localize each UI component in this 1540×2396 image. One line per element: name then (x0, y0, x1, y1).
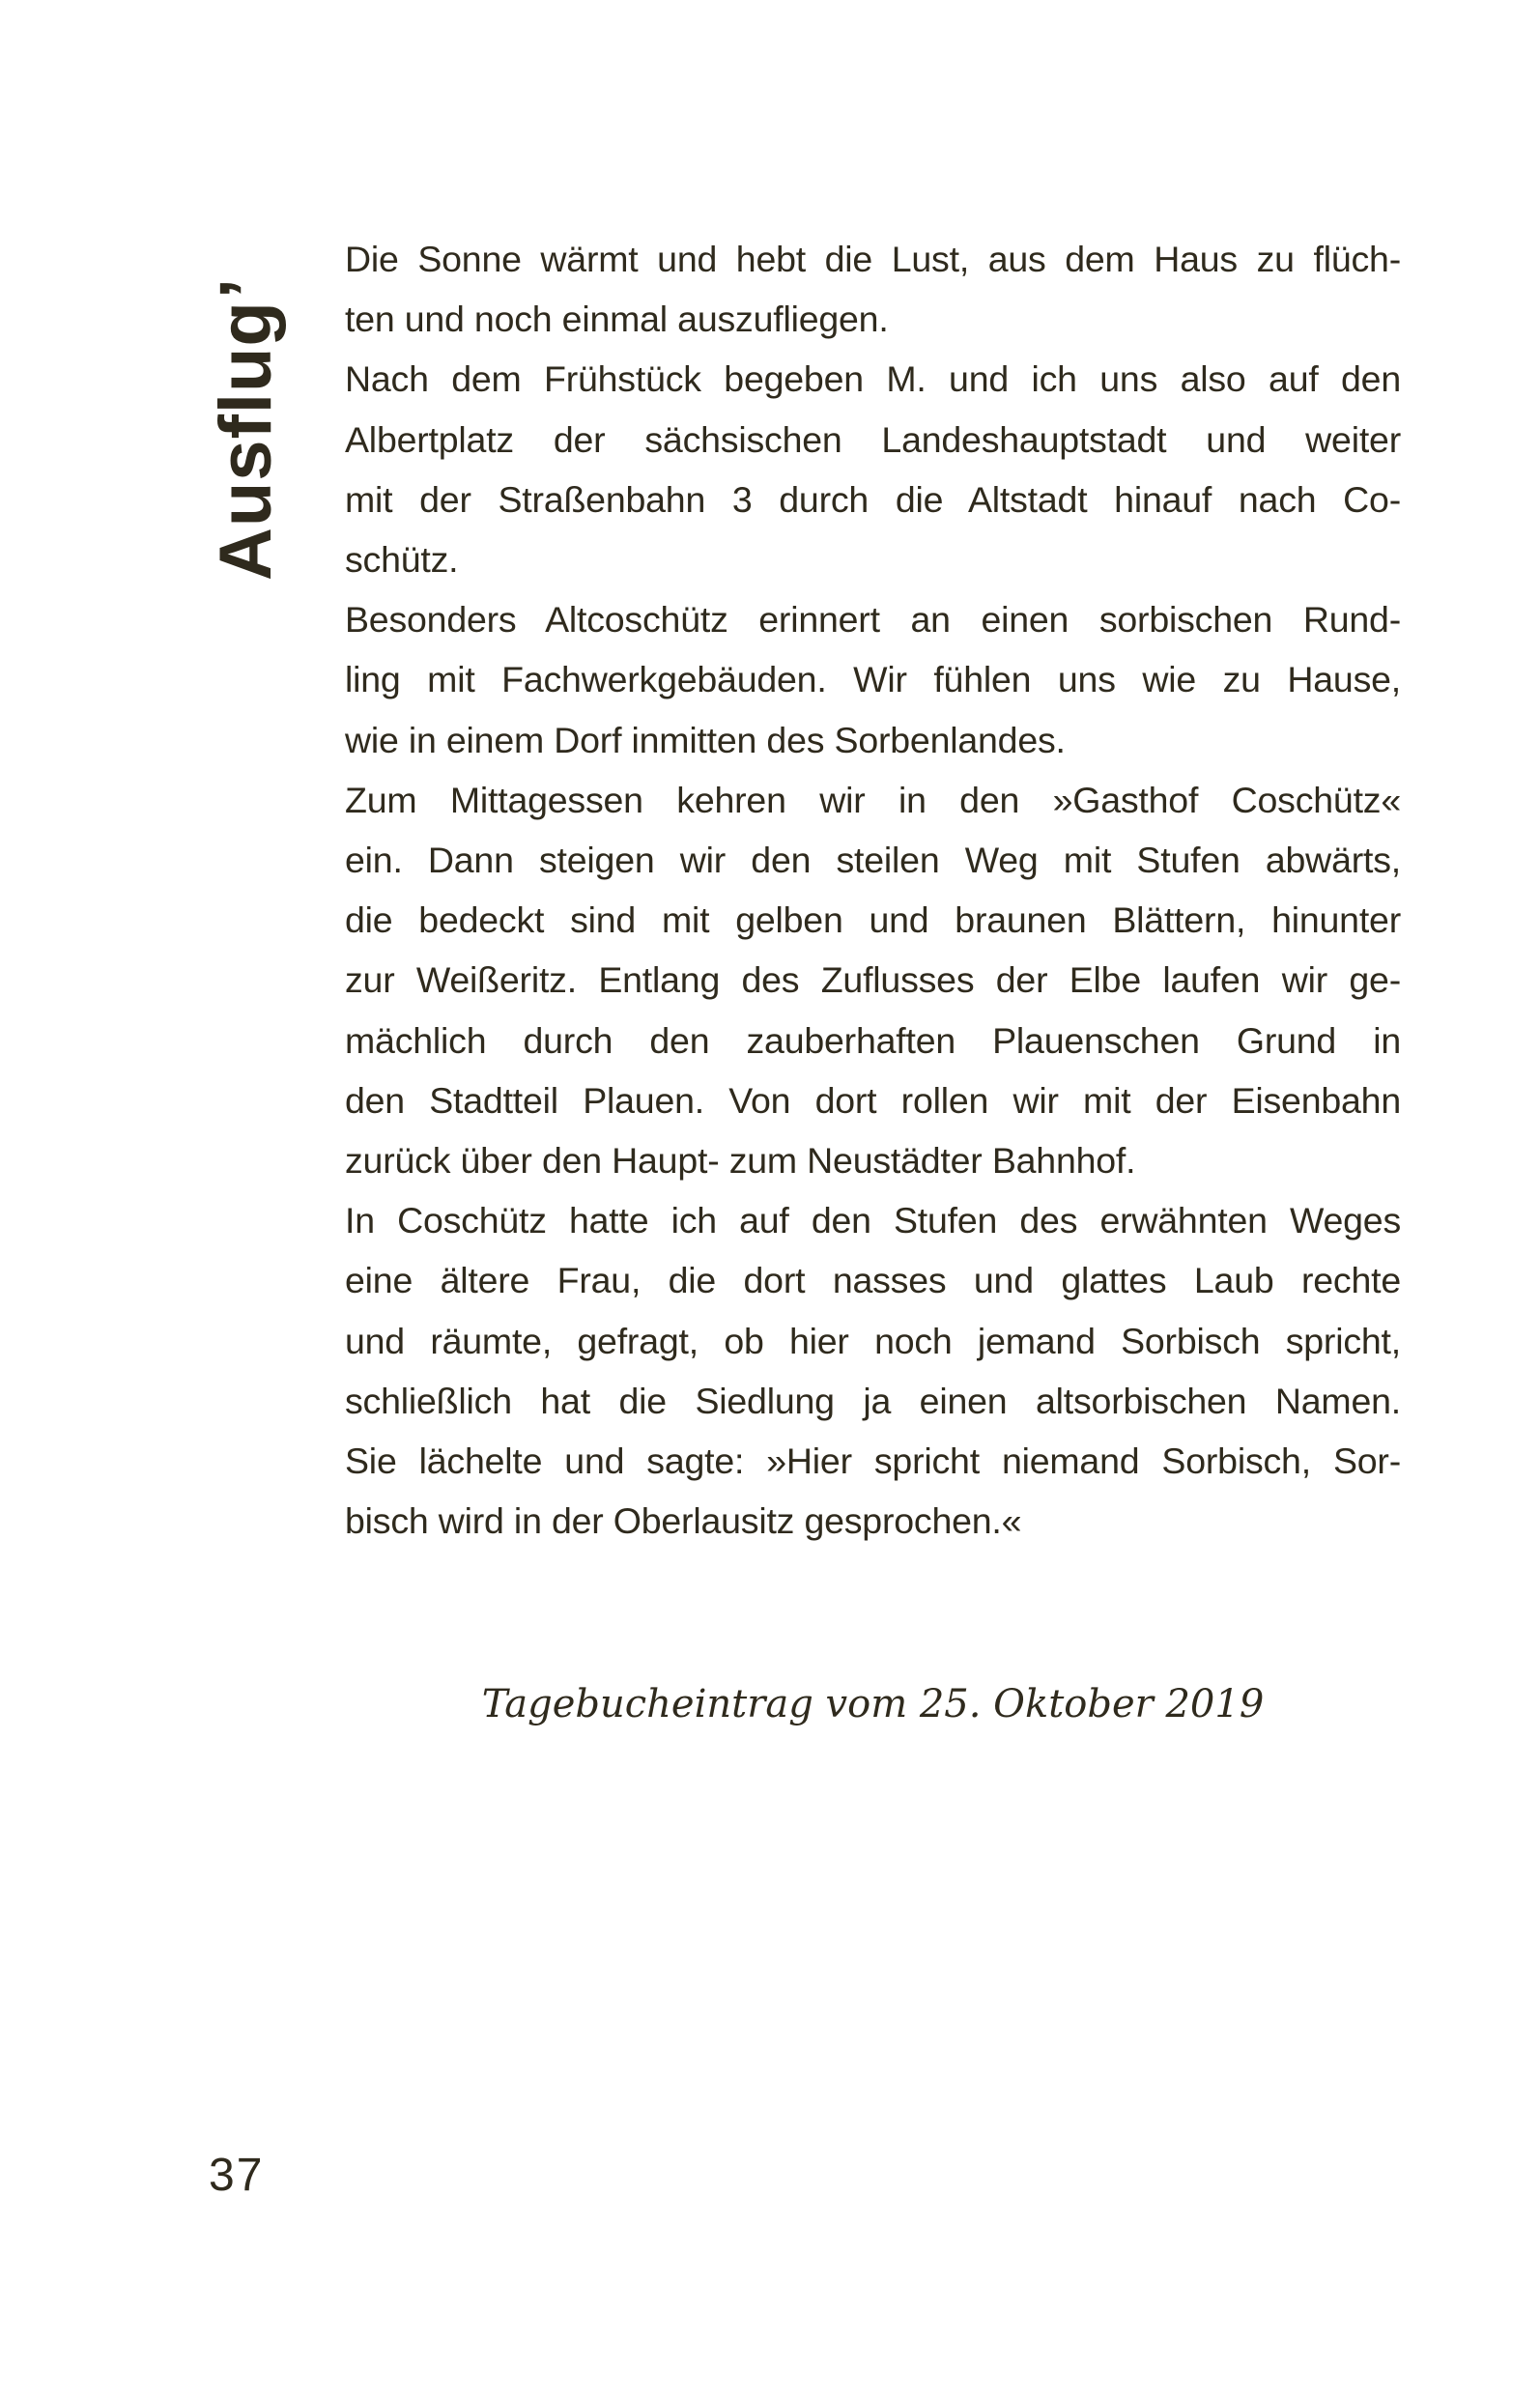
body-line: schütz. (345, 539, 459, 581)
body-line: Nach dem Frühstück begeben M. und ich uns also auf den (345, 358, 1401, 400)
chapter-title-text: Ausflug (205, 300, 287, 581)
body-line: In Coschütz hatte ich auf den Stufen des erwähnten Weges (345, 1200, 1401, 1241)
body-line: Albertplatz der sächsischen Landeshauptstadt und weiter (345, 418, 1401, 460)
body-line: Sie lächelte und sagte: »Hier spricht niemand Sorbisch, Sor- (345, 1440, 1401, 1482)
body-line: und räumte, gefragt, ob hier noch jemand Sorbisch spricht, (345, 1320, 1401, 1361)
body-line: wie in einem Dorf inmitten des Sorbenlandes. (345, 719, 1066, 760)
paragraph (345, 349, 1401, 589)
body-line: ten und noch einmal auszufliegen. (345, 299, 889, 340)
body-line: Zum Mittagessen kehren wir in den »Gasthof Coschütz« (345, 779, 1401, 820)
body-line: Die Sonne wärmt und hebt die Lust, aus dem Haus zu flüch- (345, 239, 1401, 279)
body-line: zur Weißeritz. Entlang des Zuflusses der Elbe laufen wir ge- (345, 959, 1401, 1001)
body-line: ein. Dann steigen wir den steilen Weg mit Stufen abwärts, (345, 840, 1401, 881)
title-swash-mark: ’ (205, 277, 287, 300)
body-text (345, 229, 1401, 1551)
diary-caption: Tagebucheintrag vom 25. Oktober 2019 (481, 1682, 1265, 1726)
paragraph (345, 229, 1401, 349)
body-line: mächlich durch den zauberhaften Plauenschen Grund in (345, 1019, 1401, 1061)
body-line: den Stadtteil Plauen. Von dort rollen wir mit der Eisenbahn (345, 1079, 1401, 1121)
body-line: eine ältere Frau, die dort nasses und glattes Laub rechte (345, 1260, 1401, 1301)
chapter-title (203, 277, 290, 581)
body-line: ling mit Fachwerkgebäuden. Wir fühlen uns wie zu Hause, (345, 659, 1401, 700)
body-line: die bedeckt sind mit gelben und braunen Blättern, hinunter (345, 899, 1401, 941)
body-line: Besonders Altcoschütz erinnert an einen sorbischen Rund- (345, 599, 1401, 641)
body-line: bisch wird in der Oberlausitz gesprochen.« (345, 1500, 1022, 1542)
page-number: 37 (209, 2150, 265, 2201)
paragraph (345, 589, 1401, 770)
body-line: mit der Straßenbahn 3 durch die Altstadt hinauf nach Co- (345, 478, 1401, 520)
body-line: schließlich hat die Siedlung ja einen altsorbischen Namen. (345, 1380, 1401, 1421)
paragraph (345, 770, 1401, 1190)
paragraph (345, 1190, 1401, 1551)
body-line: zurück über den Haupt- zum Neustädter Bahnhof. (345, 1140, 1136, 1182)
